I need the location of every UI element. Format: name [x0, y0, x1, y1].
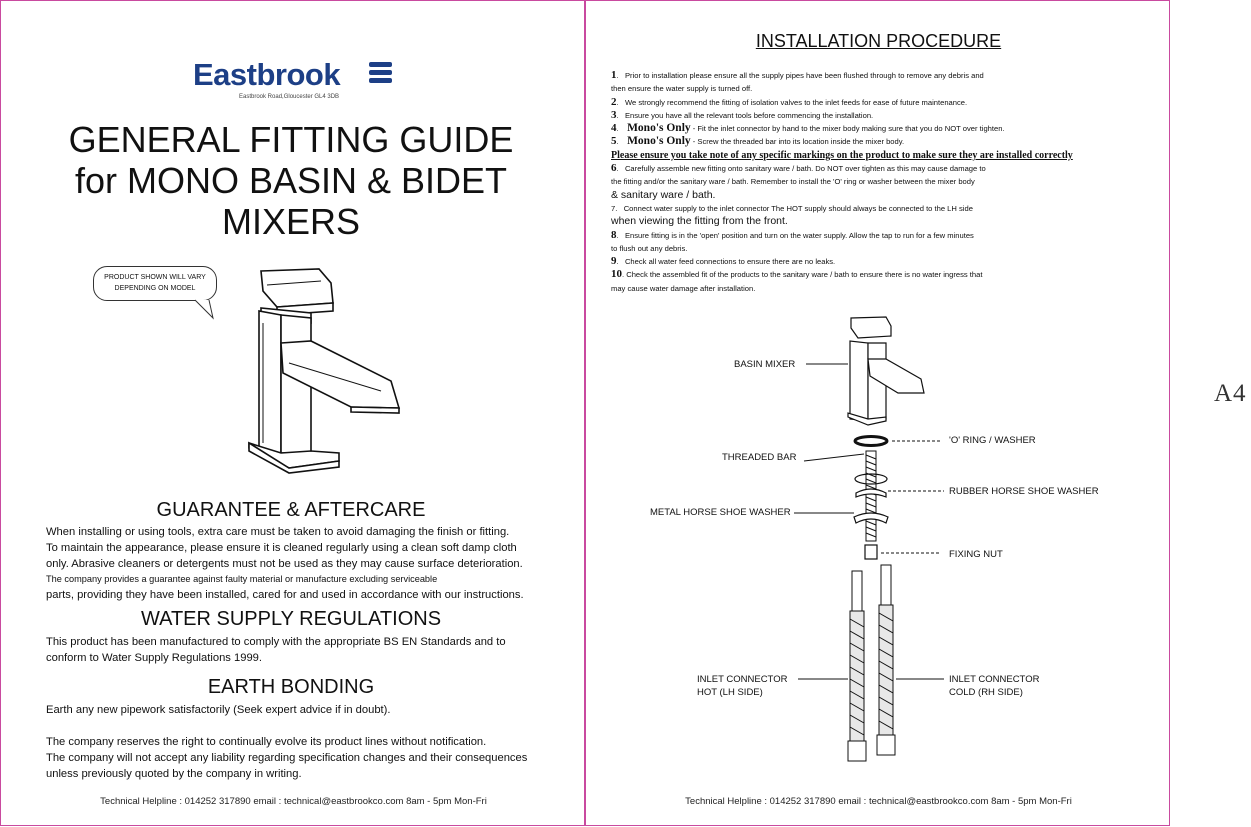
label-line: COLD (RH SIDE) [949, 687, 1023, 698]
step-number: 8 [611, 228, 617, 241]
fixing-nut-icon [865, 545, 877, 559]
bubble-line-1: PRODUCT SHOWN WILL VARY [104, 274, 206, 281]
brand-logo: Eastbrook [193, 57, 341, 92]
step-number: 1 [611, 69, 617, 81]
procedure-steps [611, 69, 1156, 295]
reserve-line: unless previously quoted by the company in writing. [46, 767, 302, 780]
step-text: Connect water supply to the inlet connector The HOT supply should always be connected to the LH side [623, 203, 973, 213]
water-heading: WATER SUPPLY REGULATIONS [140, 608, 442, 630]
earth-text: Earth any new pipework satisfactorily (Seek expert advice if in doubt). [46, 704, 391, 716]
step-number: 6 [611, 162, 617, 175]
step-text: . Check the assembled fit of the products to the sanitary ware / bath to ensure there is no water ingress that [622, 270, 983, 280]
water-line: This product has been manufactured to comply with the appropriate BS EN Standards and to [46, 636, 506, 648]
reserve-text [46, 735, 556, 782]
step-number: 9 [611, 255, 617, 268]
step-number: 3 [611, 108, 617, 121]
step-text: - Fit the inlet connector by hand to the mixer body making sure that you do NOT over tighten. [690, 124, 1005, 134]
step-text: Carefully assemble new fitting onto sanitary ware / bath. Do NOT over tighten as this may cause damage to [624, 164, 986, 174]
step-5: 5. Mono's Only - Screw the threaded bar into its location inside the mixer body. [611, 135, 905, 148]
monos-only-label: Mono's Only [627, 135, 691, 148]
monos-only-label: Mono's Only [627, 122, 691, 135]
guarantee-line: When installing or using tools, extra care must be taken to avoid damaging the finish or fitting. [46, 526, 510, 538]
logo-waves-icon [368, 61, 394, 89]
guarantee-line: parts, providing they have been installed, cared for and used in accordance with our instructions. [46, 589, 524, 602]
label-line: INLET CONNECTOR [949, 674, 1040, 685]
guarantee-heading: GUARANTEE & AFTERCARE [156, 499, 426, 521]
bubble-tail-icon [191, 291, 221, 321]
step-number: 2 [611, 95, 617, 108]
markings-notice: Please ensure you take note of any specific markings on the product to make sure they are installed correctly [611, 149, 1073, 161]
guarantee-line: only. Abrasive cleaners or detergents must not be used as they may cause surface deterioration. [46, 557, 523, 570]
technical-helpline-footer: Technical Helpline : 014252 317890 email : technical@eastbrookco.com 8am - 5pm Mon-Fri [100, 796, 487, 807]
step-number: 7 [611, 203, 616, 213]
label-line: HOT (LH SIDE) [697, 687, 763, 698]
step-text: We strongly recommend the fitting of isolation valves to the inlet feeds for ease of future maintenance. [624, 97, 968, 107]
step-6: 6. Carefully assemble new fitting onto sanitary ware / bath. Do NOT over tighten as this may cause damage to [611, 162, 986, 175]
step-text: when viewing the fitting from the front. [611, 215, 788, 228]
step-text: to flush out any debris. [611, 243, 688, 253]
procedure-heading: INSTALLATION PROCEDURE [755, 31, 1002, 51]
step-10 [611, 268, 1156, 281]
guarantee-text [46, 525, 556, 604]
guarantee-line: The company provides a guarantee against faulty material or manufacture excluding serviceable [46, 574, 438, 585]
label-line: INLET CONNECTOR [697, 674, 788, 685]
step-text: Check all water feed connections to ensure there are no leaks. [624, 257, 836, 267]
label-inlet-hot [697, 673, 787, 699]
step-text: Ensure you have all the relevant tools before commencing the installation. [624, 110, 874, 120]
threaded-bar-icon [866, 451, 876, 541]
exploded-diagram [586, 301, 1171, 781]
title-line-1: GENERAL FITTING GUIDE [68, 119, 514, 160]
page-size-tag: A4 [1214, 380, 1247, 407]
step-text: & sanitary ware / bath. [611, 188, 716, 201]
step-text: the fitting and/or the sanitary ware / bath. Remember to install the 'O' ring or washer between the mixer body [611, 177, 975, 187]
label-o-ring: 'O' RING / WASHER [949, 435, 1036, 446]
earth-heading: EARTH BONDING [207, 676, 375, 698]
step-text: may cause water damage after installation. [611, 283, 756, 293]
step-2: 2. We strongly recommend the fitting of isolation valves to the inlet feeds for ease of future maintenance. [611, 95, 968, 108]
water-line: conform to Water Supply Regulations 1999. [46, 651, 262, 664]
right-page [585, 0, 1170, 826]
step-text: Prior to installation please ensure all the supply pipes have been flushed through to remove any debris and [624, 71, 984, 80]
step-4: 4. Mono's Only - Fit the inlet connector by hand to the mixer body making sure that you do NOT over tighten. [611, 122, 1005, 135]
step-8: 8. Ensure fitting is in the 'open' position and turn on the water supply. Allow the tap to run for a few minutes [611, 228, 974, 241]
guarantee-line: To maintain the appearance, please ensure it is cleaned regularly using a clean soft damp cloth [46, 541, 517, 554]
inlet-connector-cold-icon [877, 565, 895, 755]
left-page [0, 0, 585, 826]
title-line-3: MIXERS [221, 201, 361, 242]
bubble-line-2: DEPENDING ON MODEL [114, 285, 196, 292]
reserve-line: The company will not accept any liability regarding specification changes and their consequences [46, 751, 528, 764]
company-address: Eastbrook Road,Gloucester GL4 3DB [239, 94, 340, 100]
reserve-line: The company reserves the right to continually evolve its product lines without notification. [46, 736, 487, 748]
technical-helpline-footer: Technical Helpline : 014252 317890 email : technical@eastbrookco.com 8am - 5pm Mon-Fri [685, 796, 1072, 807]
step-number: 4 [611, 122, 617, 135]
label-rubber-washer: RUBBER HORSE SHOE WASHER [949, 486, 1099, 497]
label-basin-mixer: BASIN MIXER [734, 359, 796, 370]
step-text: then ensure the water supply is turned off. [611, 84, 753, 94]
title-line-2: for MONO BASIN & BIDET [74, 160, 508, 201]
step-7: 7. Connect water supply to the inlet connector The HOT supply should always be connected to the LH side [611, 203, 973, 213]
step-text: - Screw the threaded bar into its location inside the mixer body. [690, 137, 905, 147]
step-3: 3. Ensure you have all the relevant tools before commencing the installation. [611, 108, 874, 121]
label-threaded-bar: THREADED BAR [722, 452, 797, 463]
label-fixing-nut: FIXING NUT [949, 549, 1003, 560]
step-text: Ensure fitting is in the 'open' position and turn on the water supply. Allow the tap to run for a few minutes [624, 230, 974, 240]
water-text [46, 635, 556, 667]
step-number: 5 [611, 135, 617, 148]
basin-mixer-illustration [241, 263, 406, 483]
label-inlet-cold [949, 673, 1039, 699]
label-metal-washer: METAL HORSE SHOE WASHER [650, 507, 791, 518]
step-number: 10 [611, 268, 622, 281]
step-1: 1. Prior to installation please ensure all the supply pipes have been flushed through to remove any debris and [611, 69, 984, 81]
small-mixer-icon [848, 317, 924, 425]
step-9: 9. Check all water feed connections to ensure there are no leaks. [611, 255, 836, 268]
inlet-connector-hot-icon [848, 571, 866, 761]
page-title [41, 119, 541, 242]
